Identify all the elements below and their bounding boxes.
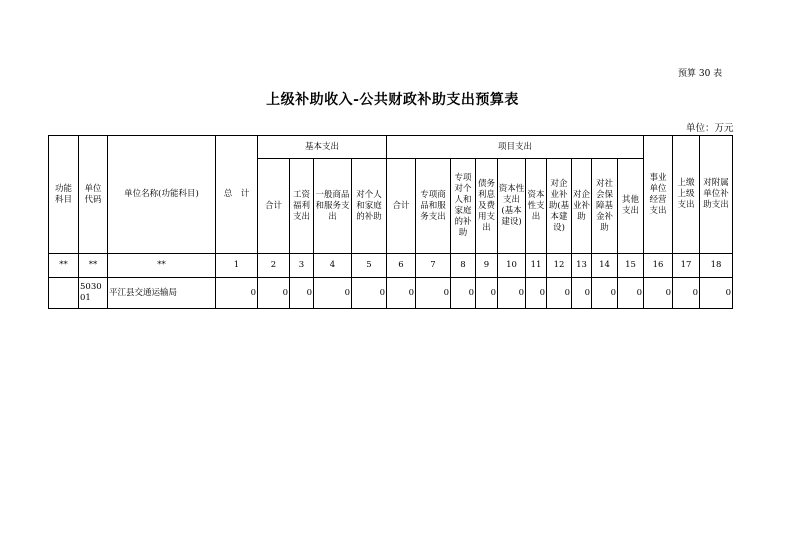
header-project-total: 合计: [387, 159, 416, 254]
index-cell: 10: [498, 254, 526, 278]
header-func-subject: 功能科目: [49, 136, 79, 254]
header-basic-group: 基本支出: [258, 136, 387, 159]
row-value: 0: [352, 278, 387, 309]
row-value: 0: [572, 278, 592, 309]
index-cell: 8: [451, 254, 476, 278]
header-other: 其他支出: [618, 159, 644, 254]
index-cell: 1: [216, 254, 258, 278]
table-number: 预算 30 表: [678, 69, 723, 79]
row-value: 0: [547, 278, 572, 309]
row-unit-name: 平江县交通运输局: [108, 278, 216, 309]
row-value: 0: [387, 278, 416, 309]
unit-label: 单位：万元: [686, 123, 734, 134]
row-value: 0: [258, 278, 290, 309]
budget-table: [48, 135, 733, 309]
index-cell: 17: [673, 254, 700, 278]
header-basic-total: 合计: [258, 159, 290, 254]
index-cell: **: [108, 254, 216, 278]
header-unit-name: 单位名称(功能科目): [108, 136, 216, 254]
header-capital: 资本性支出: [526, 159, 547, 254]
row-value: 0: [618, 278, 644, 309]
index-cell: 3: [290, 254, 314, 278]
row-value: 0: [416, 278, 451, 309]
header-total: 总 计: [216, 136, 258, 254]
row-value: 0: [592, 278, 618, 309]
row-value: 0: [526, 278, 547, 309]
header-unit-code: 单位代码: [79, 136, 108, 254]
index-cell: 12: [547, 254, 572, 278]
row-value: 0: [673, 278, 700, 309]
header-special-goods: 专项商品和服务支出: [416, 159, 451, 254]
header-enterprise: 对企业补助: [572, 159, 592, 254]
row-value: 0: [476, 278, 498, 309]
index-cell: 7: [416, 254, 451, 278]
index-cell: 13: [572, 254, 592, 278]
row-unit-code: 503001: [79, 278, 108, 309]
index-cell: 4: [314, 254, 352, 278]
row-value: 0: [700, 278, 733, 309]
table-row: [49, 278, 733, 309]
row-value: 0: [290, 278, 314, 309]
index-cell: **: [79, 254, 108, 278]
index-cell: 15: [618, 254, 644, 278]
header-subsidiary: 对附属单位补助支出: [700, 136, 733, 254]
row-value: 0: [216, 278, 258, 309]
header-goods-services: 一般商品和服务支出: [314, 159, 352, 254]
header-personal-family: 对个人和家庭的补助: [352, 159, 387, 254]
index-cell: 16: [644, 254, 673, 278]
index-cell: 11: [526, 254, 547, 278]
header-enterprise-infra: 对企业补助(基本建设): [547, 159, 572, 254]
index-cell: **: [49, 254, 79, 278]
header-debt-interest: 债务利息及费用支出: [476, 159, 498, 254]
row-value: 0: [644, 278, 673, 309]
header-special-personal: 专项对个人和家庭的补助: [451, 159, 476, 254]
index-cell: 9: [476, 254, 498, 278]
header-social-security: 对社会保障基金补助: [592, 159, 618, 254]
index-cell: 6: [387, 254, 416, 278]
index-cell: 5: [352, 254, 387, 278]
page-title: 上级补助收入-公共财政补助支出预算表: [266, 92, 519, 108]
row-value: 0: [314, 278, 352, 309]
row-func-subject: [49, 278, 79, 309]
index-cell: 18: [700, 254, 733, 278]
header-wages: 工资福利支出: [290, 159, 314, 254]
header-remit-upper: 上缴上级支出: [673, 136, 700, 254]
row-value: 0: [498, 278, 526, 309]
header-institution-ops: 事业单位经营支出: [644, 136, 673, 254]
row-value: 0: [451, 278, 476, 309]
index-cell: 2: [258, 254, 290, 278]
index-cell: 14: [592, 254, 618, 278]
header-capital-infra: 资本性支出(基本建设): [498, 159, 526, 254]
header-project-group: 项目支出: [387, 136, 644, 159]
